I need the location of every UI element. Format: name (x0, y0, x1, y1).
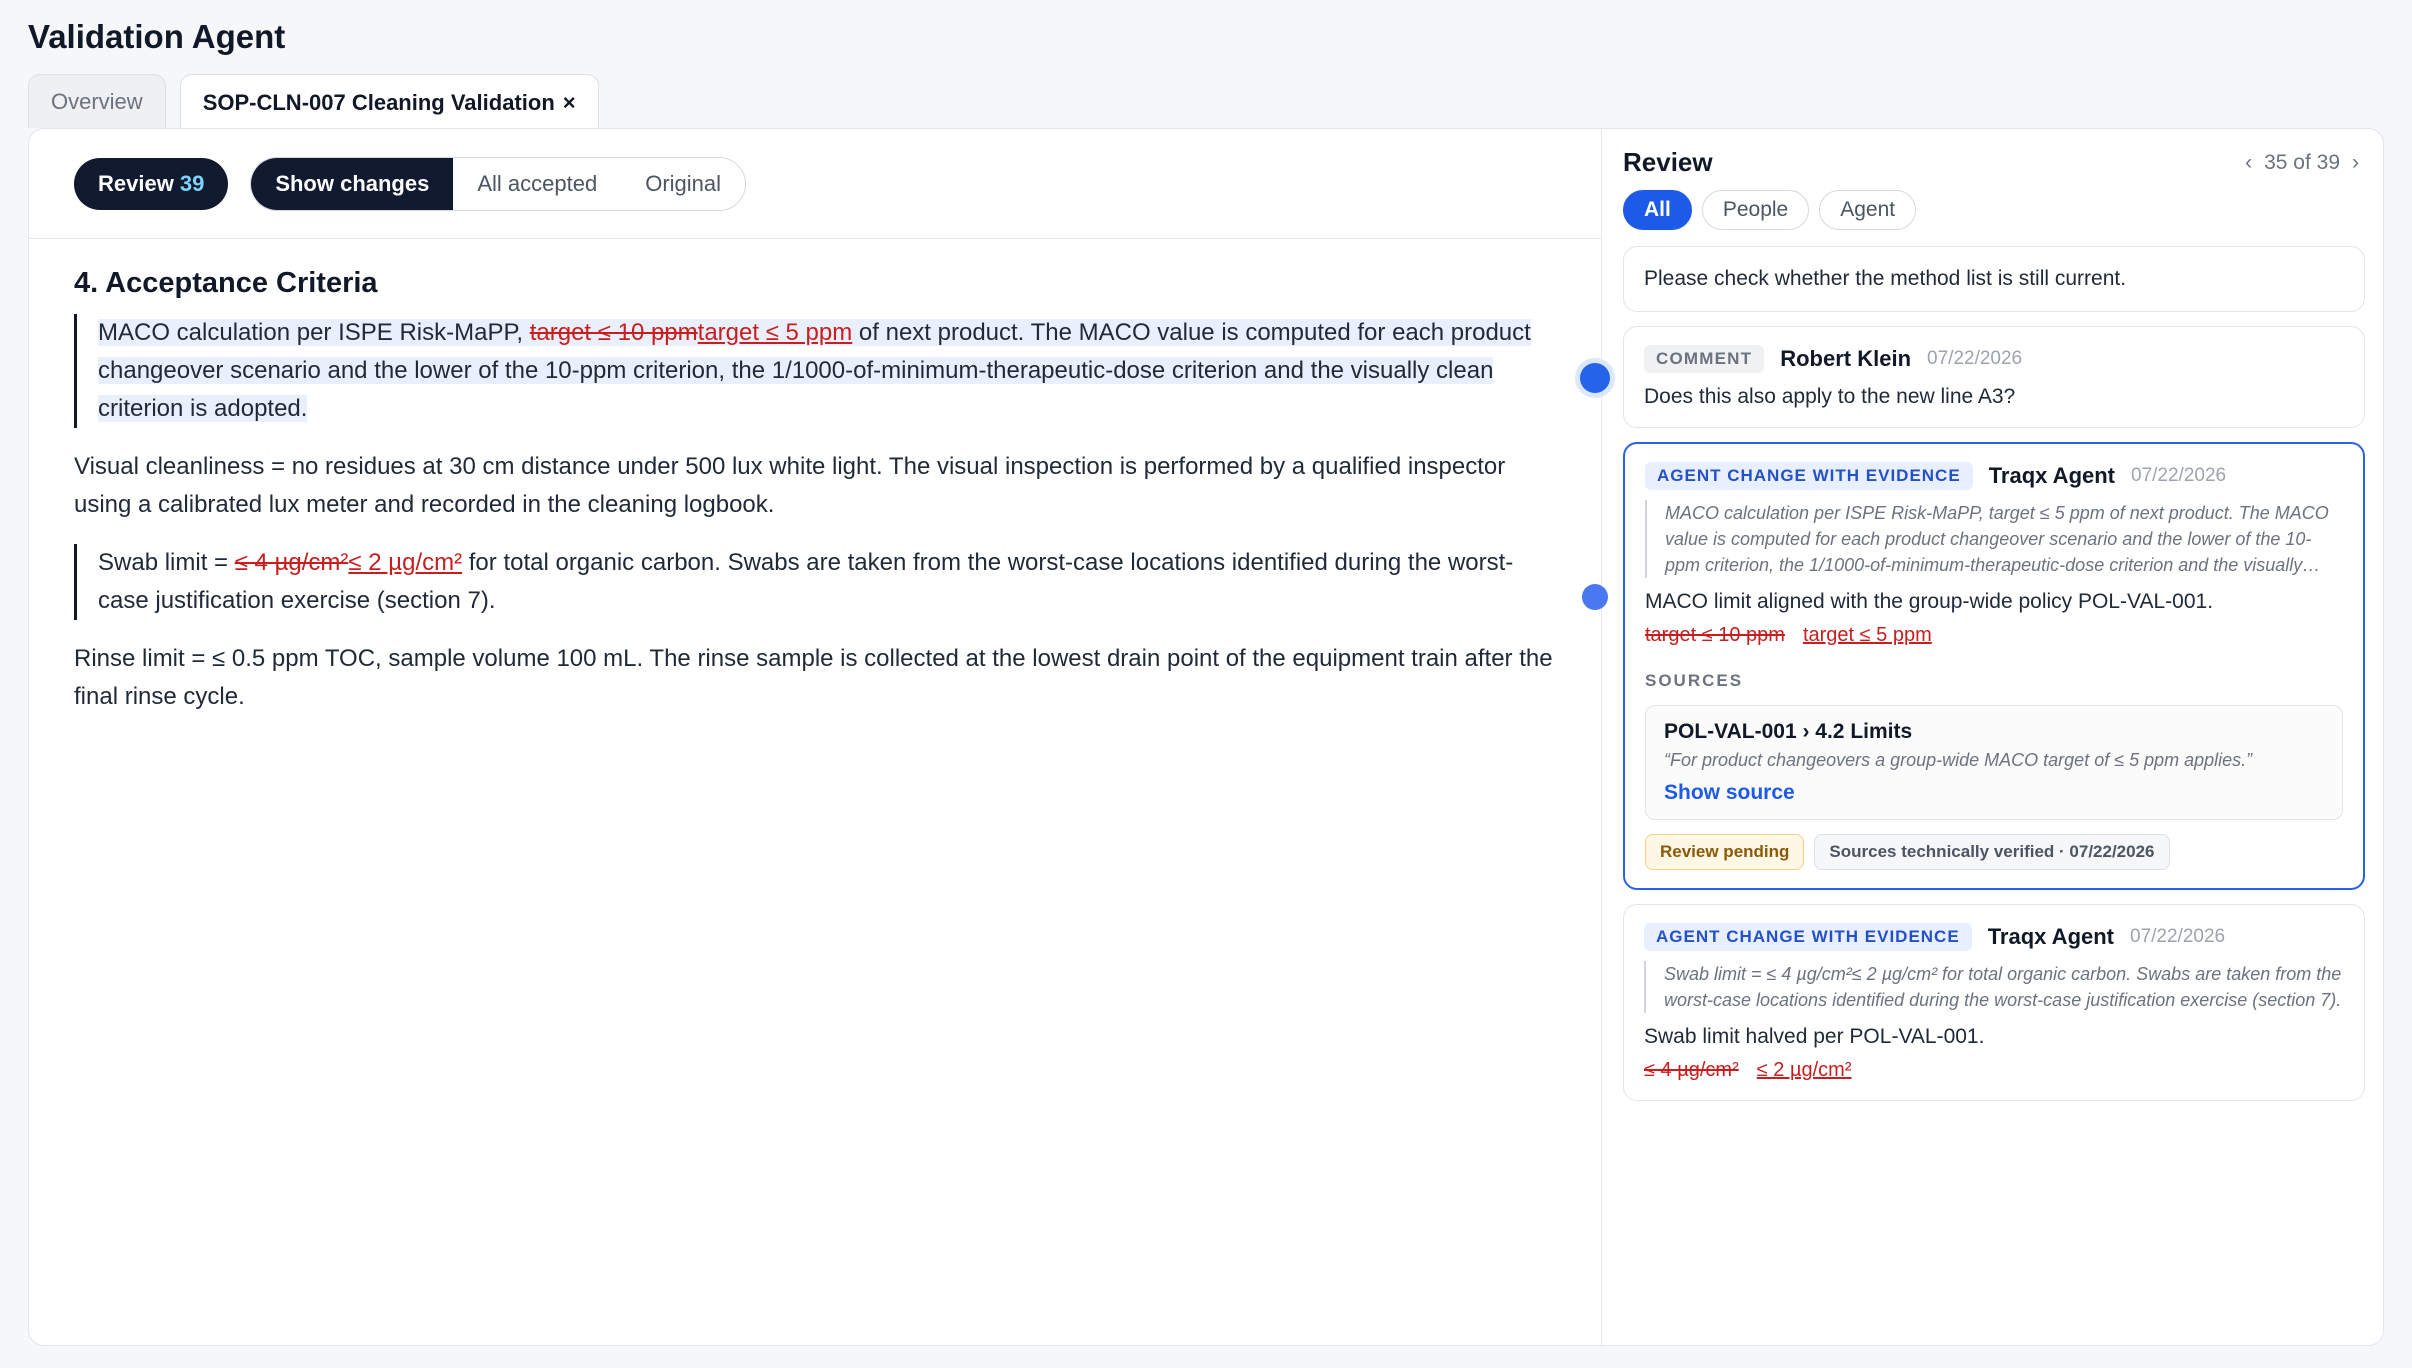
review-pending-badge: Review pending (1645, 834, 1804, 870)
review-pager (2245, 151, 2359, 175)
comment-text: Does this also apply to the new line A3? (1644, 385, 2016, 408)
agent-change-badge: AGENT CHANGE WITH EVIDENCE (1644, 923, 1972, 951)
status-row (1645, 834, 2343, 870)
pager-text: 35 of 39 (2264, 150, 2340, 174)
filter-people[interactable]: People (1702, 190, 1809, 230)
app-title: Validation Agent (28, 18, 286, 55)
change-quote: Swab limit = ≤ 4 µg/cm²≤ 2 µg/cm² for total organic carbon. Swabs are taken from the worst-case locations identified during the worst-case justification exercise (section 7). (1644, 961, 2344, 1013)
comment-card[interactable] (1623, 326, 2365, 428)
chevron-left-icon[interactable]: ‹ (2245, 150, 2253, 174)
sources-label: SOURCES (1645, 671, 1744, 690)
inserted-text: ≤ 2 µg/cm² (1756, 1059, 1852, 1081)
tab-label: SOP-CLN-007 Cleaning Validation (202, 89, 555, 115)
sources-verified-badge: Sources technically verified · 07/22/2026 (1814, 834, 2169, 870)
tab-sop-cln-007[interactable] (180, 74, 599, 130)
review-title: Review (1623, 147, 1713, 177)
paragraph-visual-cleanliness: Visual cleanliness = no residues at 30 cm distance under 500 lux white light. The visual inspection is performed by a qualified inspector using a calibrated lux meter and recorded in the cleaning logbook. (74, 453, 1506, 518)
change-date: 07/22/2026 (2130, 926, 2226, 947)
deleted-text[interactable]: ≤ 4 µg/cm² (234, 549, 349, 576)
comment-author: Robert Klein (1780, 346, 1912, 371)
change-summary: MACO limit aligned with the group-wide policy POL-VAL-001. (1645, 590, 2214, 613)
review-button[interactable] (74, 158, 228, 210)
comment-badge: COMMENT (1644, 345, 1764, 373)
document-toolbar (29, 129, 1601, 239)
paragraph-rinse-limit: Rinse limit = ≤ 0.5 ppm TOC, sample volume 100 mL. The rinse sample is collected at the lowest drain point of the equipment train after the final rinse cycle. (74, 645, 1553, 710)
paragraph-swab-limit[interactable] (74, 544, 1556, 620)
filter-agent[interactable]: Agent (1819, 190, 1916, 230)
view-mode-show-changes[interactable]: Show changes (251, 158, 453, 210)
paragraph-text: for total organic carbon. Swabs are taken from the worst-case locations identified during the worst-case justification exercise (section 7). (98, 549, 1514, 614)
review-count-badge: 39 (179, 170, 205, 196)
filter-all[interactable]: All (1623, 190, 1692, 230)
deleted-text: ≤ 4 µg/cm² (1644, 1059, 1739, 1081)
review-label: Review (98, 170, 174, 196)
review-note-card[interactable] (1623, 246, 2365, 312)
view-mode-all-accepted[interactable]: All accepted (477, 170, 598, 196)
change-summary: Swab limit halved per POL-VAL-001. (1644, 1025, 1985, 1048)
document-content (29, 239, 1601, 716)
change-date: 07/22/2026 (2131, 465, 2227, 486)
document-pane (29, 129, 1602, 1345)
comment-date: 07/22/2026 (1927, 348, 2023, 369)
inserted-text[interactable]: target ≤ 5 ppm (697, 319, 853, 346)
review-filters (1623, 190, 2365, 230)
source-quote: “For product changeovers a group-wide MACO target of ≤ 5 ppm applies.” (1664, 750, 2253, 770)
change-diff (1645, 624, 2343, 647)
note-text: Please check whether the method list is still current. (1644, 267, 2127, 290)
source-card (1645, 705, 2343, 820)
agent-change-card-maco[interactable] (1623, 442, 2365, 890)
change-author: Traqx Agent (1987, 924, 2115, 949)
main-panel (28, 128, 2384, 1346)
paragraph-text: of next product. The MACO value is computed for each product changeover scenario and the lower of the 10-ppm criterion, the 1/1000-of-minimum-therapeutic-dose criterion and the visually clean criterion is adopted. (98, 319, 1531, 422)
tab-overview[interactable] (28, 74, 166, 128)
view-mode-original[interactable]: Original (645, 170, 722, 196)
review-sidebar (1603, 129, 2384, 1345)
paragraph-maco[interactable] (74, 314, 1556, 428)
inserted-text: target ≤ 5 ppm (1802, 624, 1932, 646)
tab-label: Overview (51, 88, 143, 114)
paragraph-text: MACO calculation per ISPE Risk-MaPP, (98, 319, 530, 346)
deleted-text: target ≤ 10 ppm (1645, 624, 1785, 646)
change-diff (1644, 1059, 2344, 1082)
paragraph-text: Swab limit = (98, 549, 235, 576)
show-source-link[interactable]: Show source (1664, 781, 1795, 804)
close-icon[interactable]: × (562, 89, 576, 115)
deleted-text[interactable]: target ≤ 10 ppm (529, 319, 698, 346)
agent-change-card-swab[interactable] (1623, 904, 2365, 1101)
agent-change-badge: AGENT CHANGE WITH EVIDENCE (1645, 462, 1973, 490)
tab-bar (28, 74, 599, 130)
chevron-right-icon[interactable]: › (2352, 150, 2359, 174)
inserted-text[interactable]: ≤ 2 µg/cm² (348, 549, 463, 576)
source-title: POL-VAL-001 › 4.2 Limits (1664, 720, 1913, 743)
change-author: Traqx Agent (1988, 463, 2116, 488)
change-quote: MACO calculation per ISPE Risk-MaPP, target ≤ 5 ppm of next product. The MACO value is computed for each product changeover scenario and the lower of the 10-ppm criterion, the 1/1000-of-minimum-therapeutic-dose criterion and the visually (1645, 500, 2343, 578)
section-heading: 4. Acceptance Criteria (74, 267, 378, 299)
view-mode-toggle (250, 157, 746, 211)
